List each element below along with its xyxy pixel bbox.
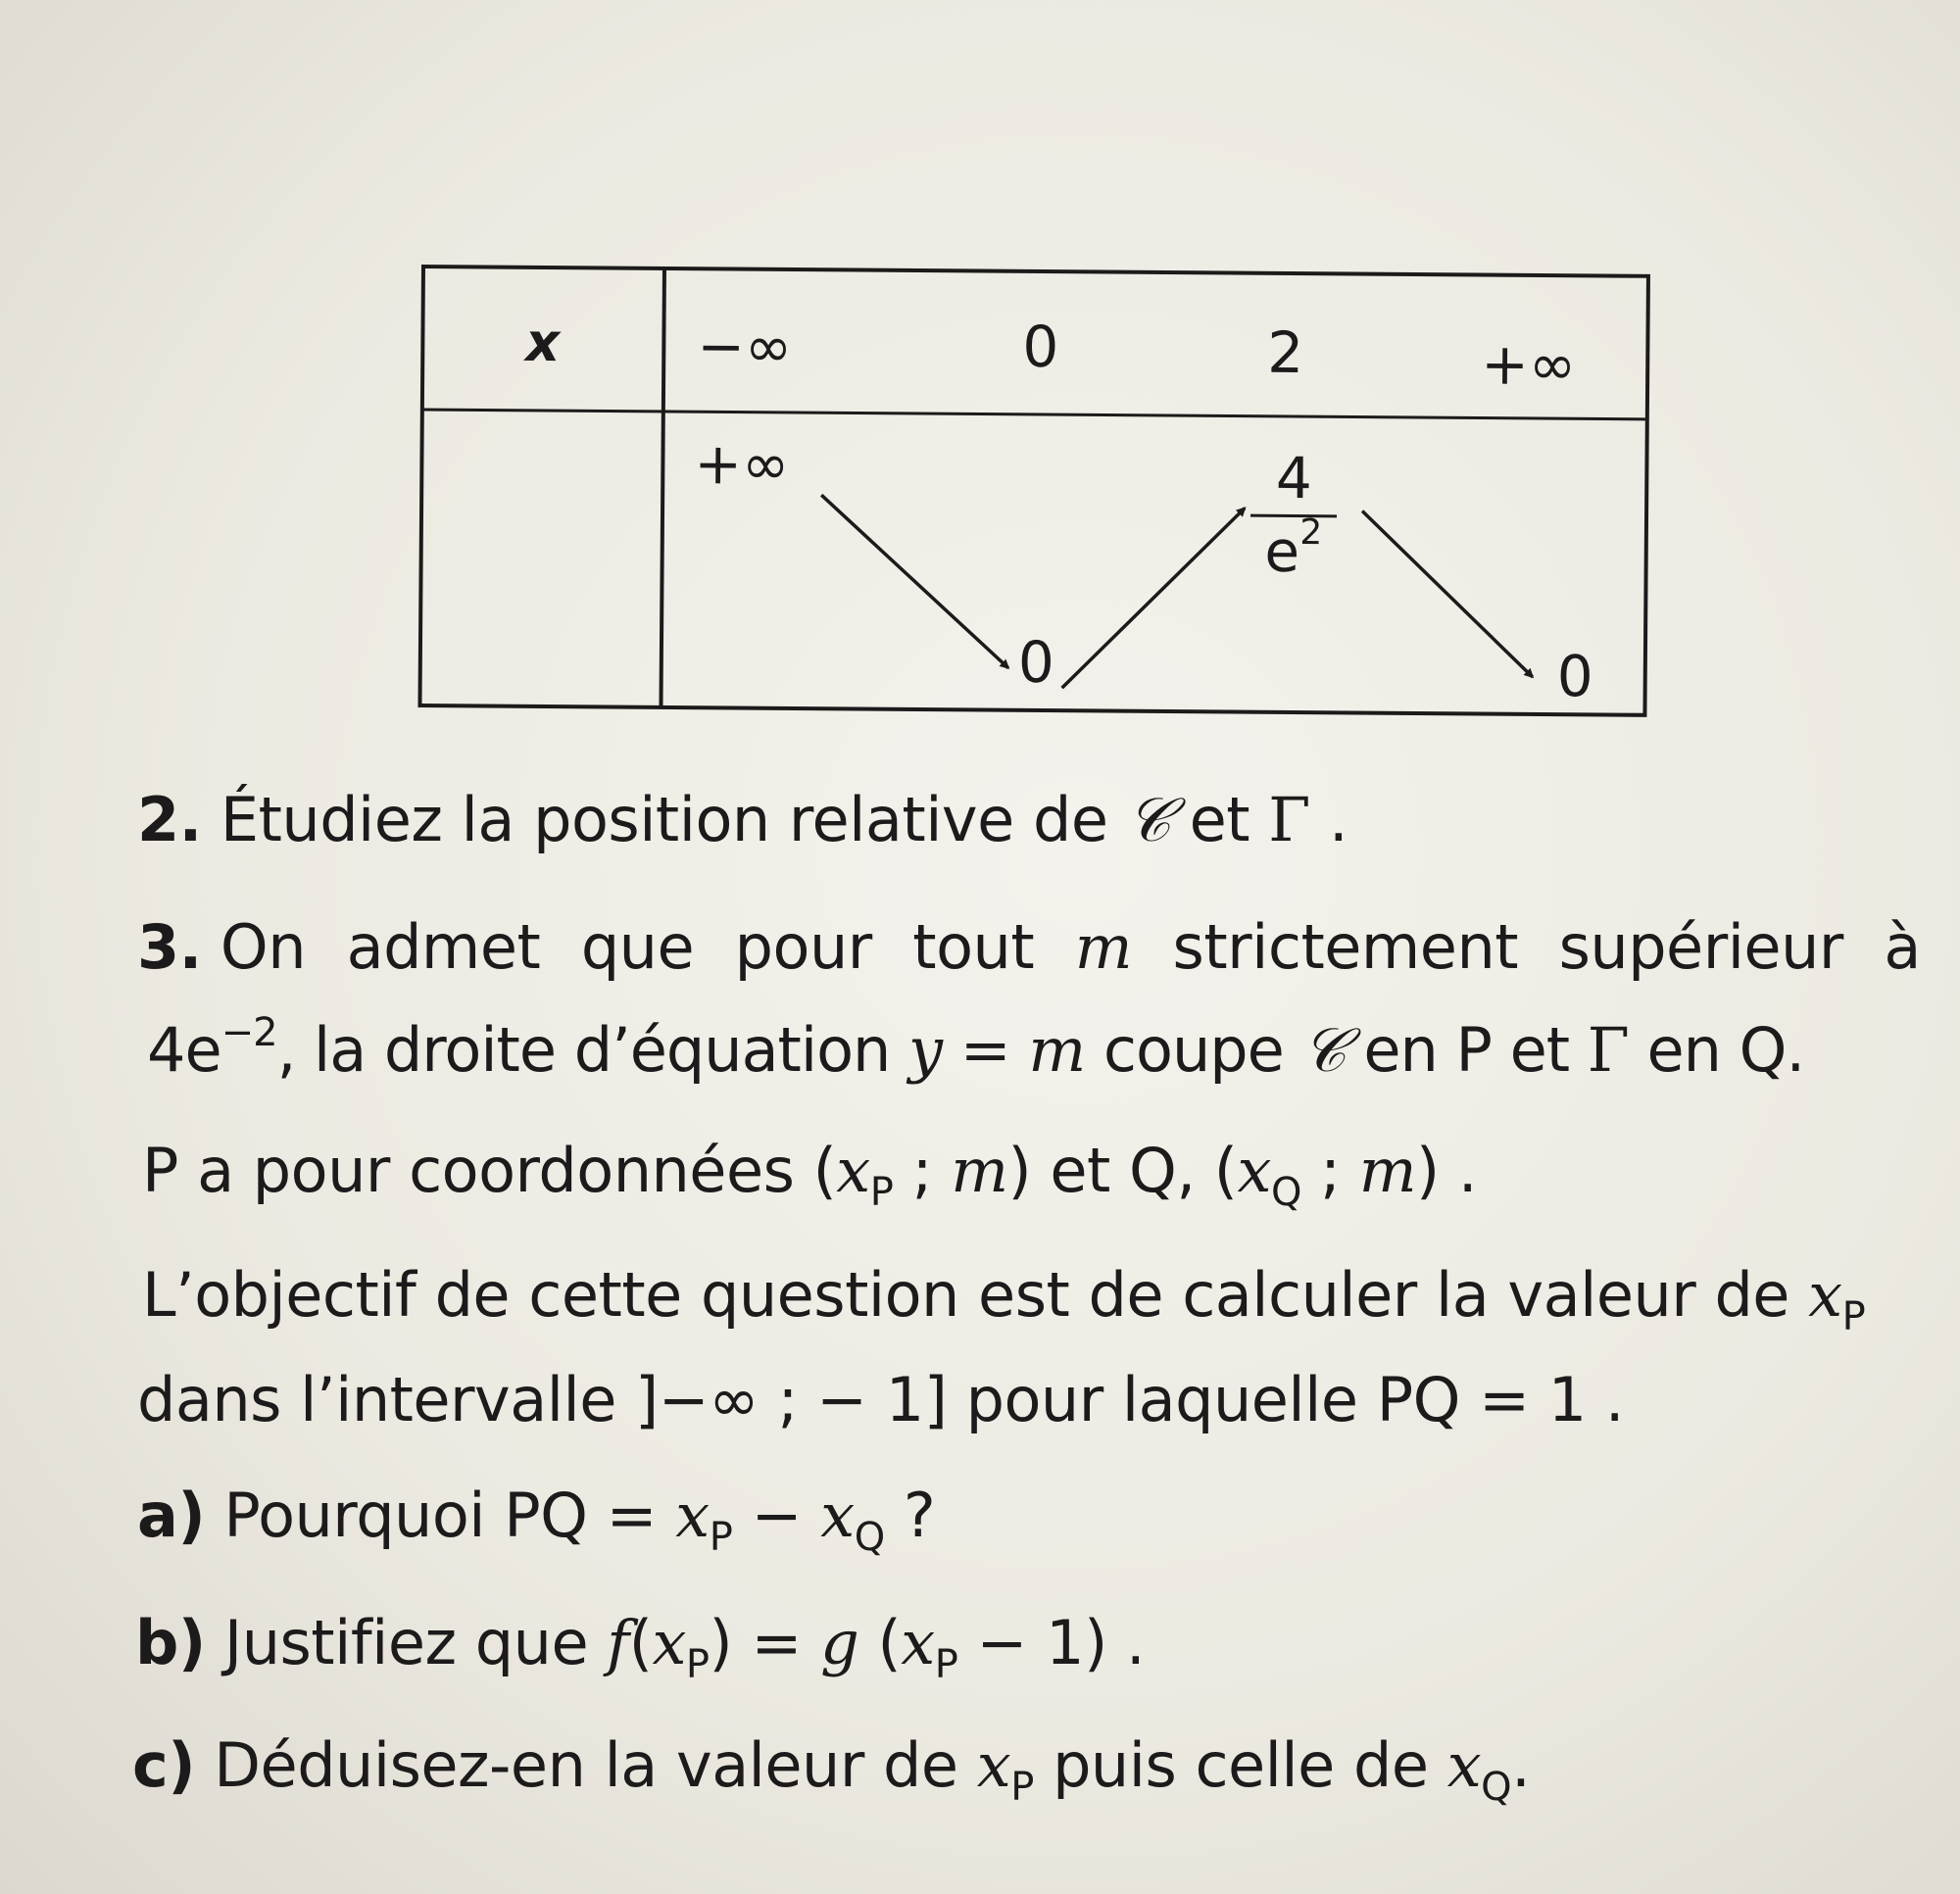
x-value-two: 2 bbox=[1267, 318, 1304, 387]
arrow-increasing bbox=[1062, 507, 1245, 689]
question-3c: c) Déduisez-en la valeur de $x_P$ puis celle de $x_Q$. bbox=[132, 1729, 1531, 1810]
x-value-minus-infinity: −∞ bbox=[697, 313, 793, 380]
f-value-right-limit: 0 bbox=[1556, 643, 1593, 710]
max-numerator: 4 bbox=[1275, 444, 1313, 512]
question-3b-label: b) bbox=[135, 1607, 206, 1678]
question-3a: a) Pourquoi PQ = $x_P - x_Q$ ? bbox=[137, 1480, 936, 1560]
question-3-line-1: 3. On admet que pour tout m strictement supérieur à bbox=[137, 911, 1921, 983]
question-3b: b) Justifiez que $f(x_P) = g$ $(x_P - 1)$ . bbox=[135, 1607, 1146, 1687]
curve-gamma-symbol: Γ bbox=[1268, 784, 1310, 855]
arrow-decreasing-2 bbox=[1361, 511, 1534, 677]
table-column-divider bbox=[661, 268, 664, 707]
x-value-plus-infinity: +∞ bbox=[1480, 330, 1577, 399]
arrow-decreasing-1 bbox=[820, 495, 1009, 668]
question-3-line-3: P a pour coordonnées ($x_P$ ; m) et Q, ($x_Q$ ; m) . bbox=[142, 1135, 1478, 1215]
question-3c-label: c) bbox=[132, 1729, 196, 1801]
x-value-zero: 0 bbox=[1022, 313, 1059, 381]
header-variable-label: x bbox=[525, 311, 561, 374]
curve-c-symbol: 𝒞 bbox=[1126, 784, 1171, 855]
max-denominator: $e^2$ bbox=[1264, 512, 1323, 586]
f-value-maximum bbox=[1245, 444, 1344, 586]
question-3-line-5: dans l’intervalle ]−∞ ; − 1] pour laquelle PQ = 1 . bbox=[137, 1364, 1625, 1435]
variation-table bbox=[419, 267, 1647, 715]
fraction-bar bbox=[1250, 514, 1337, 518]
f-value-minimum: 0 bbox=[1017, 628, 1055, 697]
question-2-number: 2. bbox=[137, 784, 202, 855]
table-row-divider bbox=[422, 410, 1647, 419]
question-3-line-4: L’objectif de cette question est de calculer la valeur de $x_P$ bbox=[142, 1259, 1866, 1339]
question-3-number: 3. bbox=[137, 911, 202, 983]
question-2: 2. Étudiez la position relative de 𝒞 et Γ . bbox=[137, 784, 1348, 855]
f-value-left-plus-infinity: +∞ bbox=[694, 430, 790, 498]
question-3-line-2: $4e^{-2}$, la droite d’équation y = m coupe 𝒞 en P et Γ en Q. bbox=[147, 1010, 1805, 1086]
question-3a-label: a) bbox=[137, 1480, 206, 1551]
